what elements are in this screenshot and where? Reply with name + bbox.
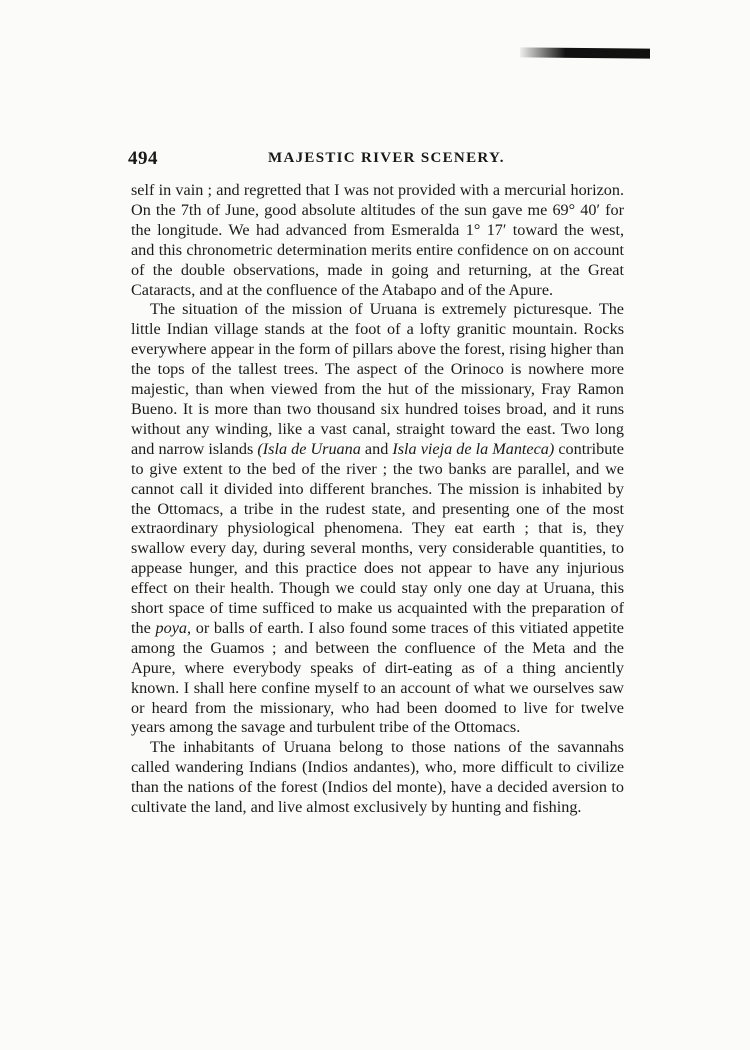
paragraph-text: The inhabitants of Uruana belong to those nations of the savannahs called wandering Indians (Indios andantes), who, more difficult to civilize than the nations of the forest (Indios del monte), have a decided aversion to cultivate the land, and live almost exclusively by hunting and fishing. (131, 738, 624, 817)
paragraph-text: self in vain ; and regretted that I was not provided with a mercurial horizon. On the 7th of June, good absolute altitudes of the sun gave me 69° 40′ for the longitude. We had advanced from Esmeralda 1° 17′ toward the west, and this chronometric determination merits entire confidence on on account of the double observations, made in going and returning, at the Great Cataracts, and at the confluence of the Atabapo and of the Apure. (131, 181, 624, 299)
paragraph (131, 738, 624, 818)
paragraph-text: contribute to give extent to the bed of the river ; the two banks are parallel, and we cannot call it divided into different branches. The mission is inhabited by the Ottomacs, a tribe in the rudest state, and presenting one of the most extraordinary physiological phenomena. They eat earth ; that is, they swallow every day, during several months, very considerable quantities, to appease hunger, and this practice does not appear to have any injurious effect on their health. Though we could stay only one day at Uruana, this short space of time sufficed to make us acquainted with the preparation of the (131, 439, 624, 637)
italic-text: poya (155, 618, 187, 637)
paragraph-text: , or balls of earth. I also found some traces of this vitiated appetite among the Guamos ; and between the confluence of the Meta and the Apure, where everybody speaks of dirt-eating as of a thing anciently known. I shall here confine myself to an account of what we ourselves saw or heard from the missionary, who had been doomed to live for twelve years among the savage and turbulent tribe of the Ottomacs. (131, 618, 624, 737)
paragraph (131, 300, 624, 738)
paragraph (131, 181, 624, 300)
running-head: MAJESTIC RIVER SCENERY. (268, 150, 505, 166)
body-text (131, 181, 624, 818)
paragraph-text: and (360, 439, 393, 458)
italic-text: Isla vieja de la Manteca) (392, 439, 555, 458)
italic-text: (Isla de Uruana (257, 439, 361, 458)
paragraph-text: The situation of the mission of Uruana is extremely picturesque. The little Indian village stands at the foot of a lofty granitic mountain. Rocks everywhere appear in the form of pillars above the forest, rising higher than the tops of the tallest trees. The aspect of the Orinoco is nowhere more majestic, than when viewed from the hut of the missionary, Fray Ramon Bueno. It is more than two thousand six hundred toises broad, and it runs without any winding, like a vast canal, straight toward the east. Two long and narrow islands (131, 300, 624, 458)
scan-edge-mark (520, 47, 650, 58)
page-number: 494 (128, 148, 158, 169)
page-header (128, 148, 633, 174)
